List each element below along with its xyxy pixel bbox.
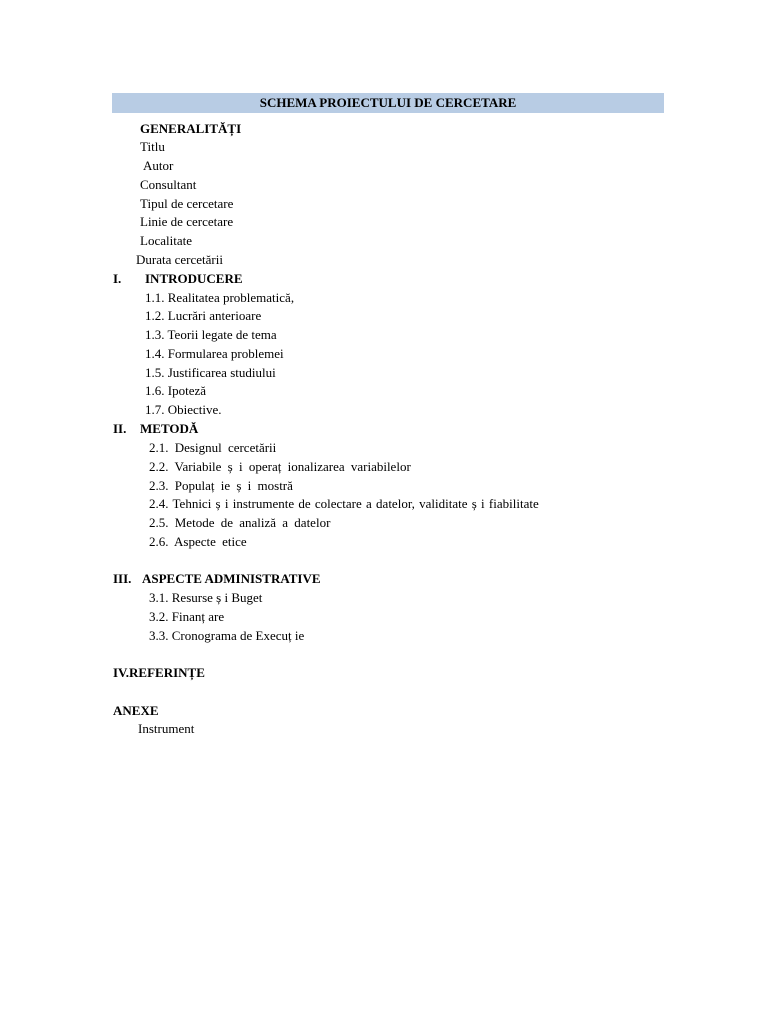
section-heading-administrative: ASPECTE ADMINISTRATIVE (142, 571, 321, 586)
list-item: Titlu (140, 139, 165, 154)
list-item: 2.4. Tehnici ș i instrumente de colectare a datelor, validitate ș i fiabilitate (149, 496, 539, 511)
list-item: Tipul de cercetare (140, 196, 234, 211)
list-item: 3.3. Cronograma de Execuț ie (149, 628, 305, 643)
section-numeral-introducere: I. (113, 271, 122, 286)
list-item: 2.1. Designul cercetării (149, 440, 277, 455)
list-item: 1.2. Lucrări anterioare (145, 308, 262, 323)
list-item: 2.3. Populaț ie ș i mostră (149, 478, 293, 493)
list-item: 1.4. Formularea problemei (145, 346, 284, 361)
list-item: 2.5. Metode de analiză a datelor (149, 515, 331, 530)
list-item: Durata cercetării (136, 252, 223, 267)
section-heading-generalitati: GENERALITĂȚI (140, 121, 242, 136)
list-item: Consultant (140, 177, 197, 192)
section-heading-anexe: ANEXE (113, 703, 159, 718)
anexe-item-label: Instrument (138, 721, 195, 736)
section-heading-introducere: INTRODUCERE (145, 271, 243, 286)
section-heading-metoda: METODĂ (140, 421, 199, 436)
list-item (138, 720, 194, 738)
list-item: 2.2. Variabile ș i operaț ionalizarea variabilelor (149, 459, 411, 474)
list-item: 1.3. Teorii legate de tema (145, 327, 277, 342)
list-item: Linie de cercetare (140, 214, 234, 229)
list-item: 1.1. Realitatea problematică, (145, 290, 295, 305)
document-title: SCHEMA PROIECTULUI DE CERCETARE (112, 93, 664, 113)
section-numeral-metoda: II. (113, 421, 127, 436)
section-heading-referinte: IV.REFERINȚE (113, 665, 205, 680)
list-item: Localitate (140, 233, 192, 248)
list-item: 3.2. Finanț are (149, 609, 225, 624)
list-item: 1.6. Ipoteză (145, 383, 207, 398)
section-numeral-administrative: III. (113, 571, 132, 586)
list-item: 1.5. Justificarea studiului (145, 365, 276, 380)
list-item: 1.7. Obiective. (145, 402, 222, 417)
list-item: Autor (143, 158, 174, 173)
list-item: 3.1. Resurse ș i Buget (149, 590, 263, 605)
list-item: 2.6. Aspecte etice (149, 534, 247, 549)
